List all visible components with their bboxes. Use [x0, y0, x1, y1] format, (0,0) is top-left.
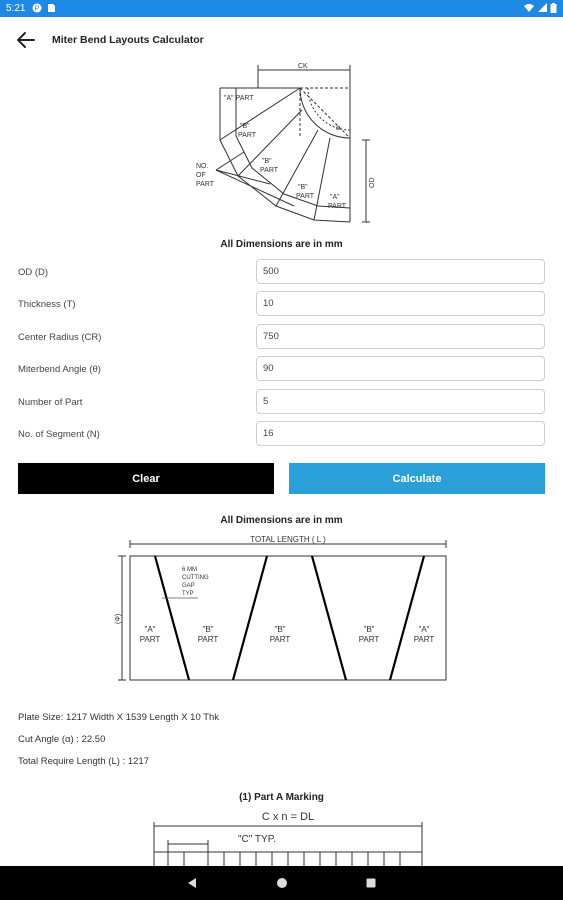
part-a-marking-diagram	[138, 808, 428, 866]
angle-label: α	[336, 125, 341, 132]
b-part-3-sub: PART	[296, 193, 315, 200]
a-part-right-sub: PART	[328, 203, 347, 210]
dimensions-note-2: All Dimensions are in mm	[220, 515, 343, 526]
part-b-1-sub: PART	[197, 635, 219, 644]
center-radius-label: Center Radius (CR)	[18, 332, 102, 343]
nav-recents-icon[interactable]	[366, 878, 376, 888]
total-length-result: Total Require Length (L) : 1217	[18, 756, 149, 767]
nav-home-icon[interactable]	[276, 877, 288, 889]
part-b-2-label: "B"	[274, 625, 286, 634]
a-part-top-label: "A" PART	[224, 95, 254, 102]
part-b-3-label: "B"	[363, 625, 375, 634]
total-length-label: TOTAL LENGTH ( L )	[250, 535, 326, 544]
b-part-2-sub: PART	[260, 167, 279, 174]
miter-bend-diagram	[190, 60, 380, 232]
dimensions-note: All Dimensions are in mm	[220, 239, 343, 250]
b-part-1-label: "B"	[240, 123, 250, 130]
no-of-part-label-3: PART	[196, 181, 215, 188]
number-of-segment-label: No. of Segment (N)	[18, 429, 100, 440]
od-input[interactable]	[256, 259, 545, 284]
a-part-right-label: "A"	[330, 194, 340, 201]
navigation-bar	[0, 866, 563, 900]
part-a-right-sub: PART	[413, 635, 435, 644]
plate-size-result: Plate Size: 1217 Width X 1539 Length X 10 Thk	[18, 712, 220, 723]
miterbend-angle-label: Miterbend Angle (θ)	[18, 364, 101, 375]
cutting-gap-label-2: CUTTING	[182, 575, 209, 581]
part-b-2-sub: PART	[269, 635, 291, 644]
number-of-segment-input[interactable]	[256, 421, 545, 446]
clear-button[interactable]: Clear	[18, 463, 274, 494]
thickness-input[interactable]	[256, 291, 545, 316]
part-b-1-label: "B"	[202, 625, 214, 634]
part-a-marking-title: (1) Part A Marking	[239, 792, 324, 803]
b-part-1-sub: PART	[238, 132, 257, 139]
ck-label: CK	[298, 63, 308, 70]
b-part-3-label: "B"	[298, 184, 308, 191]
part-a-right-label: "A"	[418, 625, 430, 634]
battery-icon	[550, 3, 557, 13]
part-a-left-sub: PART	[139, 635, 161, 644]
sim-card-icon	[46, 3, 56, 13]
miterbend-angle-input[interactable]	[256, 356, 545, 381]
c-typ-label: "C" TYP.	[238, 834, 276, 845]
app-title: Miter Bend Layouts Calculator	[52, 34, 204, 46]
marking-formula: C x n = DL	[261, 811, 315, 823]
cut-angle-result: Cut Angle (α) : 22.50	[18, 734, 106, 745]
od-label: OD	[369, 177, 376, 188]
plate-layout-diagram	[110, 532, 455, 684]
no-of-part-label-1: NO.	[196, 163, 209, 170]
cutting-gap-label-4: TYP	[182, 591, 194, 597]
svg-text:P: P	[34, 5, 40, 13]
cutting-gap-label-3: GAP	[182, 583, 195, 589]
calculate-button[interactable]: Calculate	[289, 463, 545, 494]
number-of-part-input[interactable]	[256, 389, 545, 414]
wifi-icon	[524, 3, 534, 13]
back-arrow-icon[interactable]	[14, 29, 38, 51]
od-label-text: OD (D)	[18, 267, 49, 278]
center-radius-input[interactable]	[256, 324, 545, 349]
thickness-label: Thickness (T)	[18, 299, 76, 310]
nav-back-icon[interactable]	[186, 877, 198, 889]
b-part-2-label: "B"	[262, 158, 272, 165]
signal-icon	[538, 3, 548, 13]
app-bar	[0, 17, 563, 63]
part-b-3-sub: PART	[358, 635, 380, 644]
part-a-left-label: "A"	[144, 625, 156, 634]
app-notification-icon	[32, 3, 42, 13]
status-time: 5:21	[6, 3, 26, 14]
od-side-label: (Φ)	[115, 613, 122, 624]
number-of-part-label: Number of Part	[18, 397, 83, 408]
cutting-gap-label-1: 6 MM	[182, 567, 197, 573]
no-of-part-label-2: OF	[196, 172, 206, 179]
status-bar	[0, 0, 563, 17]
